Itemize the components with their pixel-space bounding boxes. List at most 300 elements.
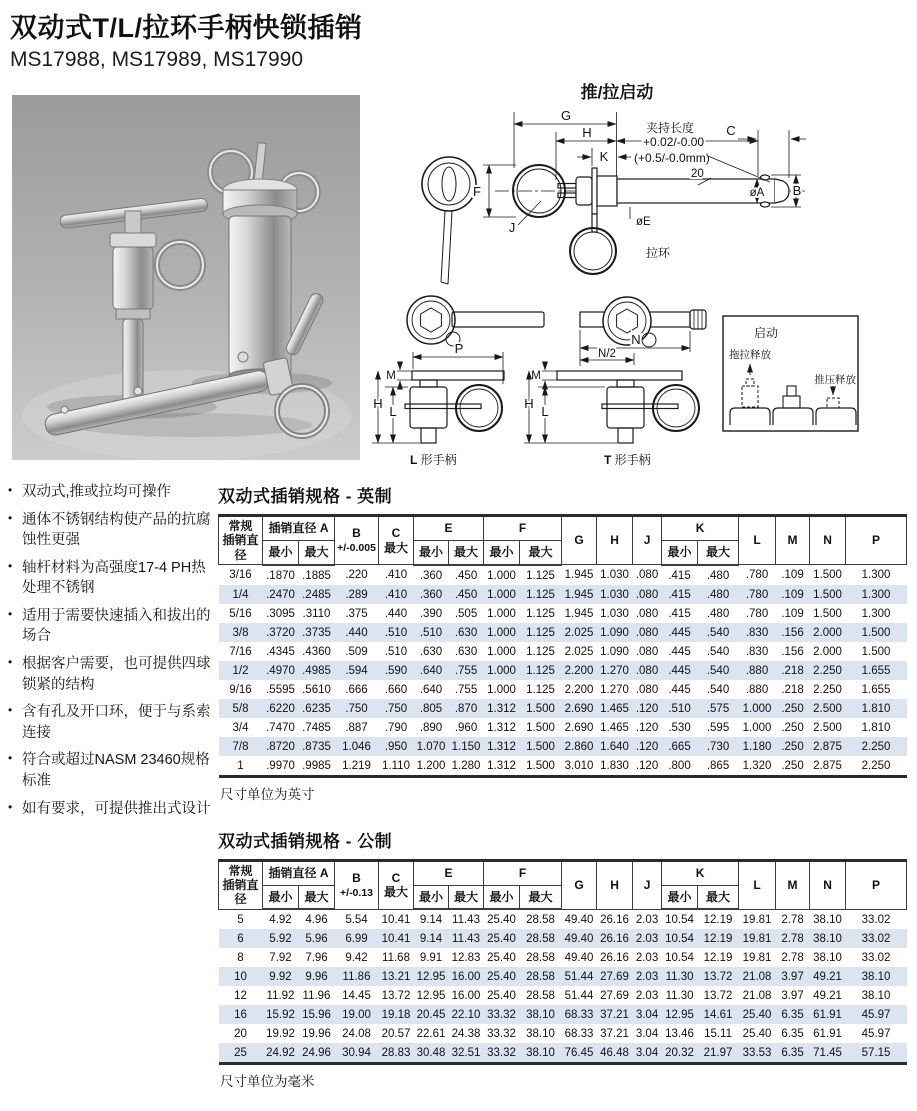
grip-tolerance-mm-label: (+0.5/-0.0mm) xyxy=(634,151,710,165)
col-h: H xyxy=(597,516,633,565)
value-cell: .530 xyxy=(668,721,691,734)
table-row xyxy=(219,661,907,680)
dim-m2-label: M xyxy=(531,370,541,382)
value-cell: 3.97 xyxy=(781,971,804,984)
row-size-cell: 3/16 xyxy=(229,569,252,582)
value-cell: 21.97 xyxy=(703,1047,733,1060)
col-e-min: 最小 xyxy=(414,885,449,909)
col-p: P xyxy=(846,860,907,909)
actuation-title: 启动 xyxy=(753,326,779,340)
value-cell: 1.945 xyxy=(564,569,594,582)
col-group-pin-diameter-a: 插销直径 A xyxy=(263,860,335,885)
value-cell: 1.830 xyxy=(600,759,629,772)
value-cell: 5.92 xyxy=(269,933,292,946)
value-cell: 1.500 xyxy=(813,607,842,620)
value-cell: .8720 xyxy=(266,740,295,753)
value-cell: .8735 xyxy=(302,740,331,753)
value-cell: .250 xyxy=(781,721,804,734)
value-cell: 11.30 xyxy=(665,971,694,984)
value-cell: 33.02 xyxy=(861,952,891,965)
value-cell: 2.03 xyxy=(635,952,659,965)
value-cell: 1.500 xyxy=(526,721,555,734)
value-cell: 1.219 xyxy=(342,759,371,772)
value-cell: 19.81 xyxy=(742,952,772,965)
value-cell: .156 xyxy=(781,626,804,639)
col-a-min: 最小 xyxy=(263,540,299,564)
feature-item: • 根据客户需要，也可提供四球锁紧的结构 xyxy=(6,654,213,695)
value-cell: 1.090 xyxy=(600,626,629,639)
value-cell: .480 xyxy=(706,588,730,601)
value-cell: 1.300 xyxy=(861,569,891,582)
value-cell: 1.125 xyxy=(526,626,555,639)
table-row xyxy=(219,642,907,661)
value-cell: .510 xyxy=(668,702,691,715)
value-cell: 6.35 xyxy=(781,1009,804,1022)
value-cell: .415 xyxy=(668,607,691,620)
value-cell: 22.10 xyxy=(451,1009,481,1022)
chamfer-angle-label: 20 xyxy=(691,168,704,180)
value-cell: 38.10 xyxy=(526,1047,555,1060)
value-cell: 16.00 xyxy=(451,990,481,1003)
value-cell: .410 xyxy=(384,569,408,582)
value-cell: 22.61 xyxy=(416,1028,446,1041)
value-cell: .390 xyxy=(419,607,443,620)
value-cell: 1.000 xyxy=(487,626,516,639)
value-cell: .540 xyxy=(706,683,730,696)
value-cell: .865 xyxy=(706,759,730,772)
value-cell: .410 xyxy=(384,588,408,601)
value-cell: .890 xyxy=(419,721,443,734)
feature-item: • 通体不锈钢结构使产品的抗腐蚀性更强 xyxy=(6,510,213,551)
col-c: C 最大 xyxy=(379,860,414,909)
table-row xyxy=(219,967,907,986)
value-cell: 49.40 xyxy=(564,952,594,965)
value-cell: 37.21 xyxy=(600,1009,629,1022)
value-cell: .120 xyxy=(635,759,659,772)
value-cell: 1.200 xyxy=(416,759,446,772)
value-cell: .445 xyxy=(668,683,691,696)
value-cell: .540 xyxy=(706,664,730,677)
value-cell: 28.58 xyxy=(526,990,555,1003)
value-cell: .870 xyxy=(454,702,478,715)
col-group-k: K xyxy=(662,860,739,885)
col-n: N xyxy=(810,516,846,565)
dim-b-label: B xyxy=(792,183,802,198)
value-cell: .445 xyxy=(668,645,691,658)
value-cell: 30.94 xyxy=(342,1047,371,1060)
table-row xyxy=(219,585,907,604)
row-size-cell: 5/16 xyxy=(229,607,252,620)
value-cell: 1.280 xyxy=(451,759,481,772)
value-cell: 1.655 xyxy=(861,683,891,696)
value-cell: 2.78 xyxy=(781,933,804,946)
l-handle-caption: L 形手柄 xyxy=(410,453,457,467)
value-cell: 1.465 xyxy=(600,702,629,715)
value-cell: .780 xyxy=(745,607,769,620)
value-cell: 1.945 xyxy=(564,588,594,601)
value-cell: 25.40 xyxy=(487,971,516,984)
value-cell: 57.15 xyxy=(861,1047,891,1060)
row-size-cell: 7/16 xyxy=(229,645,252,658)
value-cell: .510 xyxy=(419,626,443,639)
product-photo xyxy=(12,95,360,460)
value-cell: 15.11 xyxy=(704,1028,732,1041)
value-cell: .440 xyxy=(345,626,368,639)
value-cell: .445 xyxy=(668,664,691,677)
value-cell: .510 xyxy=(384,626,408,639)
feature-item: • 符合或超过NASM 23460规格标准 xyxy=(6,750,213,791)
col-k-min: 最小 xyxy=(662,540,698,564)
col-group-f: F xyxy=(484,516,562,541)
value-cell: 13.72 xyxy=(381,990,411,1003)
value-cell: .2485 xyxy=(302,588,331,601)
metric-footnote: 尺寸单位为毫米 xyxy=(220,1074,315,1090)
value-cell: .640 xyxy=(419,664,443,677)
value-cell: .755 xyxy=(454,664,478,677)
value-cell: .080 xyxy=(635,645,659,658)
value-cell: 26.16 xyxy=(600,952,629,965)
value-cell: .3735 xyxy=(302,626,331,639)
value-cell: .3720 xyxy=(266,626,295,639)
value-cell: .5595 xyxy=(266,683,295,696)
value-cell: .750 xyxy=(345,702,368,715)
table-row xyxy=(219,1024,907,1043)
col-a-min: 最小 xyxy=(263,885,299,909)
value-cell: .630 xyxy=(454,626,478,639)
value-cell: 37.21 xyxy=(600,1028,629,1041)
value-cell: .220 xyxy=(345,569,368,582)
value-cell: 12.95 xyxy=(416,990,446,1003)
value-cell: 38.10 xyxy=(861,990,891,1003)
col-k-max: 最大 xyxy=(698,885,739,909)
value-cell: .4970 xyxy=(266,664,295,677)
value-cell: 33.02 xyxy=(861,933,891,946)
value-cell: 28.58 xyxy=(526,914,555,927)
value-cell: 2.250 xyxy=(813,683,842,696)
value-cell: 1.046 xyxy=(342,740,371,753)
col-a-max: 最大 xyxy=(299,540,335,564)
value-cell: 4.92 xyxy=(269,914,292,927)
row-size-cell: 16 xyxy=(234,1009,247,1022)
product-photo-art xyxy=(12,95,360,460)
value-cell: 11.86 xyxy=(342,971,371,984)
dim-l-label: L xyxy=(389,404,397,419)
value-cell: 3.010 xyxy=(564,759,594,772)
value-cell: 28.58 xyxy=(526,933,555,946)
value-cell: 13.46 xyxy=(665,1028,694,1041)
value-cell: 1.000 xyxy=(487,645,516,658)
imperial-table-body xyxy=(219,565,907,777)
col-k-max: 最大 xyxy=(698,540,739,564)
table-row xyxy=(219,604,907,623)
value-cell: 19.81 xyxy=(742,933,772,946)
value-cell: 1.300 xyxy=(861,588,891,601)
value-cell: .780 xyxy=(745,569,769,582)
value-cell: 24.96 xyxy=(302,1047,331,1060)
value-cell: .805 xyxy=(419,702,443,715)
dim-f-label: F xyxy=(473,184,481,199)
row-size-cell: 12 xyxy=(234,990,247,1003)
value-cell: 33.02 xyxy=(861,914,891,927)
value-cell: .218 xyxy=(781,664,804,677)
value-cell: .120 xyxy=(635,702,659,715)
value-cell: 2.200 xyxy=(564,664,594,677)
value-cell: 10.54 xyxy=(665,933,694,946)
value-cell: 2.025 xyxy=(564,626,594,639)
dim-n-half-label: N/2 xyxy=(598,348,616,360)
col-c: C 最大 xyxy=(379,516,414,565)
table-row xyxy=(219,1043,907,1064)
value-cell: .480 xyxy=(706,607,730,620)
row-size-cell: 3/4 xyxy=(232,721,249,734)
value-cell: .250 xyxy=(781,740,804,753)
value-cell: .415 xyxy=(668,569,691,582)
table-row xyxy=(219,929,907,948)
value-cell: .880 xyxy=(745,683,769,696)
value-cell: 71.45 xyxy=(813,1047,842,1060)
value-cell: .109 xyxy=(781,588,804,601)
table-row xyxy=(219,756,907,777)
value-cell: .3110 xyxy=(302,607,331,620)
col-k-min: 最小 xyxy=(662,885,698,909)
value-cell: 1.270 xyxy=(600,683,629,696)
technical-drawing-svg xyxy=(360,75,917,475)
value-cell: 9.42 xyxy=(345,952,368,965)
value-cell: 1.125 xyxy=(526,588,555,601)
value-cell: 2.500 xyxy=(813,702,842,715)
value-cell: 2.500 xyxy=(813,721,842,734)
value-cell: 11.30 xyxy=(665,990,694,1003)
value-cell: 11.96 xyxy=(302,990,331,1003)
value-cell: 28.58 xyxy=(526,971,555,984)
value-cell: 10.54 xyxy=(665,914,694,927)
col-f-max: 最大 xyxy=(520,885,562,909)
col-group-pin-diameter-a: 插销直径 A xyxy=(263,516,335,541)
value-cell: .750 xyxy=(384,702,408,715)
value-cell: 45.97 xyxy=(861,1028,891,1041)
value-cell: .4345 xyxy=(266,645,295,658)
ring-side-view xyxy=(422,157,476,284)
value-cell: 33.53 xyxy=(742,1047,772,1060)
col-e-max: 最大 xyxy=(449,540,484,564)
value-cell: 16.00 xyxy=(451,971,481,984)
value-cell: 1.090 xyxy=(600,645,629,658)
value-cell: 2.250 xyxy=(813,664,842,677)
value-cell: .080 xyxy=(635,588,659,601)
value-cell: 9.92 xyxy=(269,971,292,984)
col-p: P xyxy=(846,516,907,565)
value-cell: 7.92 xyxy=(269,952,292,965)
row-size-cell: 6 xyxy=(237,933,244,946)
value-cell: 1.312 xyxy=(487,740,516,753)
value-cell: 1.030 xyxy=(600,569,629,582)
value-cell: 26.16 xyxy=(600,933,629,946)
value-cell: 2.690 xyxy=(564,702,594,715)
value-cell: 24.92 xyxy=(266,1047,295,1060)
value-cell: 15.92 xyxy=(266,1009,295,1022)
value-cell: 32.51 xyxy=(451,1047,481,1060)
value-cell: .7470 xyxy=(266,721,295,734)
value-cell: 26.16 xyxy=(600,914,629,927)
value-cell: .120 xyxy=(635,721,659,734)
col-b: B +/-0.13 xyxy=(335,860,379,909)
value-cell: 25.40 xyxy=(487,990,516,1003)
value-cell: 24.38 xyxy=(451,1028,481,1041)
t-handle-caption: T 形手柄 xyxy=(604,453,651,467)
value-cell: 33.32 xyxy=(487,1047,516,1060)
dim-h-label: H xyxy=(582,125,592,140)
value-cell: 2.000 xyxy=(813,626,842,639)
value-cell: 12.95 xyxy=(665,1009,694,1022)
value-cell: .415 xyxy=(668,588,691,601)
feature-item: • 轴杆材料为高强度17-4 PH热处理不锈钢 xyxy=(6,558,213,599)
value-cell: 2.860 xyxy=(564,740,594,753)
value-cell: 7.96 xyxy=(305,952,328,965)
value-cell: .080 xyxy=(635,607,659,620)
col-a-max: 最大 xyxy=(299,885,335,909)
value-cell: 19.00 xyxy=(342,1009,371,1022)
feature-item: • 如有要求，可提供推出式设计 xyxy=(6,799,213,820)
value-cell: 13.21 xyxy=(381,971,411,984)
imperial-table-title: 双动式插销规格 - 英制 xyxy=(218,487,393,506)
pull-release-label: 拖拉释放 xyxy=(729,349,771,361)
value-cell: .2470 xyxy=(266,588,295,601)
row-size-cell: 9/16 xyxy=(229,683,252,696)
value-cell: 20.45 xyxy=(416,1009,446,1022)
value-cell: 9.96 xyxy=(305,971,328,984)
value-cell: .880 xyxy=(745,664,769,677)
value-cell: 1.125 xyxy=(526,664,555,677)
value-cell: 1.500 xyxy=(526,740,555,753)
dim-j-label: J xyxy=(508,220,516,235)
value-cell: 14.61 xyxy=(703,1009,733,1022)
value-cell: 2.875 xyxy=(813,759,842,772)
value-cell: 38.10 xyxy=(526,1009,555,1022)
value-cell: .540 xyxy=(706,645,730,658)
value-cell: .790 xyxy=(384,721,408,734)
value-cell: 12.19 xyxy=(703,952,733,965)
row-size-cell: 1/4 xyxy=(232,588,249,601)
col-f-min: 最小 xyxy=(484,885,520,909)
value-cell: .375 xyxy=(345,607,368,620)
col-b: B +/-0.005 xyxy=(335,516,379,565)
value-cell: 1.312 xyxy=(487,721,516,734)
value-cell: .480 xyxy=(706,569,730,582)
value-cell: .250 xyxy=(781,759,804,772)
dim-h3-label: H xyxy=(524,396,534,411)
value-cell: 1.500 xyxy=(813,569,842,582)
value-cell: 1.500 xyxy=(861,645,891,658)
value-cell: 3.04 xyxy=(635,1047,659,1060)
technical-drawing xyxy=(360,75,917,475)
value-cell: 24.08 xyxy=(342,1028,371,1041)
dim-k-label: K xyxy=(599,149,609,164)
dim-m-label: M xyxy=(386,370,396,382)
value-cell: 19.81 xyxy=(742,914,772,927)
value-cell: .630 xyxy=(419,645,443,658)
value-cell: .450 xyxy=(454,588,478,601)
feature-item: • 双动式,推或拉均可操作 xyxy=(6,482,213,503)
table-row xyxy=(219,699,907,718)
page-subtitle: MS17988, MS17989, MS17990 xyxy=(10,48,304,71)
col-f-min: 最小 xyxy=(484,540,520,564)
value-cell: 11.43 xyxy=(452,914,480,927)
value-cell: .4985 xyxy=(302,664,331,677)
dim-p-label: P xyxy=(454,341,464,356)
col-m: M xyxy=(776,516,810,565)
col-e-max: 最大 xyxy=(449,885,484,909)
value-cell: 1.465 xyxy=(600,721,629,734)
value-cell: 10.41 xyxy=(381,933,411,946)
table-row xyxy=(219,1005,907,1024)
row-size-cell: 3/8 xyxy=(232,626,249,639)
value-cell: 25.40 xyxy=(487,933,516,946)
value-cell: 1.655 xyxy=(861,664,891,677)
value-cell: .800 xyxy=(668,759,691,772)
value-cell: 1.000 xyxy=(487,607,516,620)
value-cell: .830 xyxy=(745,626,769,639)
l-handle-views xyxy=(372,296,544,467)
value-cell: .575 xyxy=(706,702,730,715)
t-handle-views xyxy=(524,297,706,467)
col-nominal-diameter: 常规 插销直径 xyxy=(219,860,263,909)
grip-tolerance-label: +0.02/-0.00 xyxy=(643,135,705,149)
value-cell: .665 xyxy=(668,740,691,753)
diagram-title: 推/拉启动 xyxy=(580,83,654,102)
col-g: G xyxy=(562,860,597,909)
value-cell: 3.04 xyxy=(635,1028,659,1041)
value-cell: 28.58 xyxy=(526,952,555,965)
value-cell: 1.500 xyxy=(813,588,842,601)
value-cell: 1.000 xyxy=(487,683,516,696)
value-cell: .360 xyxy=(419,569,443,582)
value-cell: 11.92 xyxy=(266,990,295,1003)
col-group-k: K xyxy=(662,516,739,541)
value-cell: 20.57 xyxy=(381,1028,411,1041)
value-cell: 1.810 xyxy=(861,721,891,734)
value-cell: 1.000 xyxy=(487,588,516,601)
value-cell: .630 xyxy=(454,645,478,658)
value-cell: 1.000 xyxy=(487,664,516,677)
page-title: 双动式T/L/拉环手柄快锁插销 xyxy=(10,13,363,43)
value-cell: 3.04 xyxy=(635,1009,659,1022)
table-row xyxy=(219,948,907,967)
value-cell: .120 xyxy=(635,740,659,753)
value-cell: 11.43 xyxy=(452,933,480,946)
value-cell: 1.312 xyxy=(487,702,516,715)
value-cell: 1.810 xyxy=(861,702,891,715)
value-cell: 68.33 xyxy=(564,1028,594,1041)
col-j: J xyxy=(633,516,662,565)
dim-n-label: N xyxy=(631,332,641,347)
row-size-cell: 1 xyxy=(237,759,244,772)
value-cell: 9.14 xyxy=(419,933,443,946)
value-cell: 2.000 xyxy=(813,645,842,658)
dim-l2-label: L xyxy=(541,404,549,419)
value-cell: 61.91 xyxy=(813,1028,842,1041)
value-cell: 61.91 xyxy=(813,1009,842,1022)
value-cell: 1.125 xyxy=(526,607,555,620)
value-cell: 1.000 xyxy=(487,569,516,582)
table-row xyxy=(219,737,907,756)
value-cell: 46.48 xyxy=(600,1047,629,1060)
value-cell: .250 xyxy=(781,702,804,715)
value-cell: 1.640 xyxy=(600,740,629,753)
value-cell: 13.72 xyxy=(703,990,733,1003)
col-e-min: 最小 xyxy=(414,540,449,564)
value-cell: .080 xyxy=(635,626,659,639)
feature-item: • 含有孔及开口环，便于与系索连接 xyxy=(6,702,213,743)
